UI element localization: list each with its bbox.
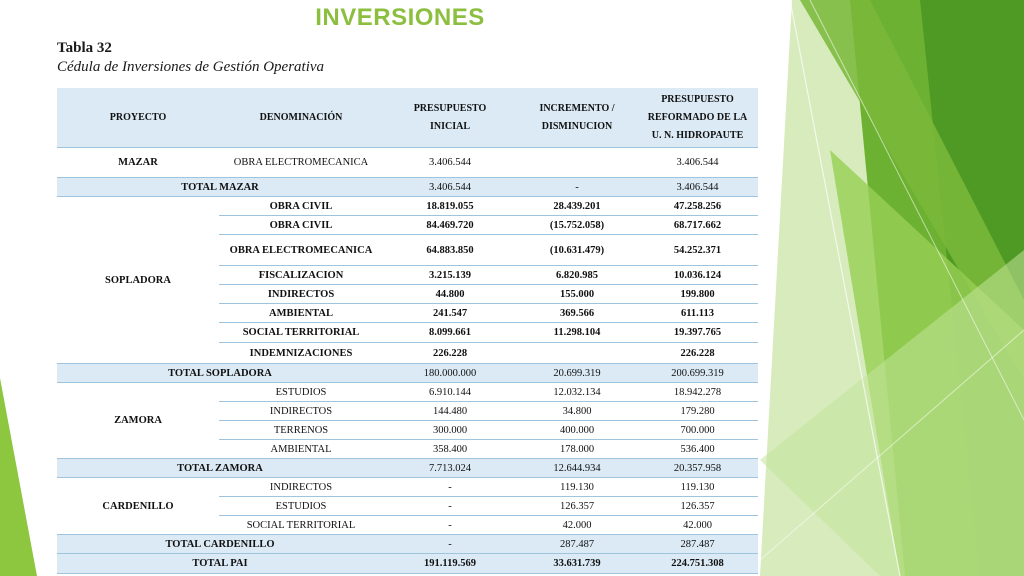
reformado-cell: 47.258.256 — [637, 197, 758, 216]
reformado-cell: 611.113 — [637, 304, 758, 323]
reformado-cell: 226.228 — [637, 343, 758, 364]
header-proyecto: PROYECTO — [57, 88, 219, 148]
total-inicial: 3.406.544 — [383, 178, 517, 197]
total-reformado: 200.699.319 — [637, 364, 758, 383]
slide-title: INVERSIONES — [315, 4, 485, 31]
incremento-cell: 155.000 — [517, 285, 637, 304]
inicial-cell: 6.910.144 — [383, 383, 517, 402]
denominacion-cell: INDEMNIZACIONES — [219, 343, 383, 364]
denominacion-cell: ESTUDIOS — [219, 497, 383, 516]
total-label: TOTAL CARDENILLO — [57, 535, 383, 554]
table-row — [57, 383, 758, 402]
total-incremento: - — [517, 178, 637, 197]
table-header-row — [57, 88, 758, 148]
denominacion-cell: INDIRECTOS — [219, 402, 383, 421]
denominacion-cell: SOCIAL TERRITORIAL — [219, 323, 383, 343]
inicial-cell: 64.883.850 — [383, 235, 517, 266]
project-cell: ZAMORA — [57, 383, 219, 459]
table-row — [57, 197, 758, 216]
incremento-cell: 11.298.104 — [517, 323, 637, 343]
reformado-cell: 179.280 — [637, 402, 758, 421]
denominacion-cell: TERRENOS — [219, 421, 383, 440]
reformado-cell: 42.000 — [637, 516, 758, 535]
total-label: TOTAL MAZAR — [57, 178, 383, 197]
reformado-cell: 19.397.765 — [637, 323, 758, 343]
reformado-cell: 536.400 — [637, 440, 758, 459]
table-row — [57, 148, 758, 178]
investment-table — [57, 88, 758, 574]
total-incremento: 287.487 — [517, 535, 637, 554]
grand-total-incremento: 33.631.739 — [517, 554, 637, 574]
project-cell: CARDENILLO — [57, 478, 219, 535]
denominacion-cell: ESTUDIOS — [219, 383, 383, 402]
header-presupuesto-inicial: PRESUPUESTO INICIAL — [383, 88, 517, 148]
incremento-cell: 178.000 — [517, 440, 637, 459]
denominacion-cell: OBRA CIVIL — [219, 216, 383, 235]
incremento-cell: (10.631.479) — [517, 235, 637, 266]
table-description: Cédula de Inversiones de Gestión Operativa — [57, 59, 325, 75]
denominacion-cell: INDIRECTOS — [219, 478, 383, 497]
inicial-cell: 44.800 — [383, 285, 517, 304]
header-denominacion: DENOMINACIÓN — [219, 88, 383, 148]
incremento-cell: 12.032.134 — [517, 383, 637, 402]
total-reformado: 287.487 — [637, 535, 758, 554]
inicial-cell: 8.099.661 — [383, 323, 517, 343]
header-incremento: INCREMENTO / DISMINUCION — [517, 88, 637, 148]
reformado-cell: 68.717.662 — [637, 216, 758, 235]
incremento-cell: 42.000 — [517, 516, 637, 535]
total-inicial: 180.000.000 — [383, 364, 517, 383]
incremento-cell: 369.566 — [517, 304, 637, 323]
reformado-cell: 3.406.544 — [637, 148, 758, 178]
denominacion-cell: AMBIENTAL — [219, 440, 383, 459]
total-label: TOTAL SOPLADORA — [57, 364, 383, 383]
total-row — [57, 535, 758, 554]
project-cell: SOPLADORA — [57, 197, 219, 364]
inicial-cell: 226.228 — [383, 343, 517, 364]
denominacion-cell: FISCALIZACION — [219, 266, 383, 285]
denominacion-cell: OBRA CIVIL — [219, 197, 383, 216]
inicial-cell: 144.480 — [383, 402, 517, 421]
reformado-cell: 199.800 — [637, 285, 758, 304]
inicial-cell: 18.819.055 — [383, 197, 517, 216]
total-incremento: 12.644.934 — [517, 459, 637, 478]
inicial-cell: 241.547 — [383, 304, 517, 323]
table-number: Tabla 32 — [57, 40, 112, 56]
total-row — [57, 364, 758, 383]
total-row — [57, 459, 758, 478]
inicial-cell: 3.215.139 — [383, 266, 517, 285]
table-row — [57, 478, 758, 497]
reformado-cell: 126.357 — [637, 497, 758, 516]
reformado-cell: 18.942.278 — [637, 383, 758, 402]
inicial-cell: 358.400 — [383, 440, 517, 459]
project-cell: MAZAR — [57, 148, 219, 178]
inicial-cell: - — [383, 497, 517, 516]
incremento-cell — [517, 343, 637, 364]
incremento-cell: 34.800 — [517, 402, 637, 421]
inicial-cell: 84.469.720 — [383, 216, 517, 235]
denominacion-cell: SOCIAL TERRITORIAL — [219, 516, 383, 535]
inicial-cell: - — [383, 516, 517, 535]
denominacion-cell: OBRA ELECTROMECANICA — [219, 235, 383, 266]
total-row — [57, 178, 758, 197]
incremento-cell: 119.130 — [517, 478, 637, 497]
incremento-cell: 400.000 — [517, 421, 637, 440]
grand-total-inicial: 191.119.569 — [383, 554, 517, 574]
inicial-cell: 3.406.544 — [383, 148, 517, 178]
total-incremento: 20.699.319 — [517, 364, 637, 383]
denominacion-cell: INDIRECTOS — [219, 285, 383, 304]
total-inicial: 7.713.024 — [383, 459, 517, 478]
reformado-cell: 54.252.371 — [637, 235, 758, 266]
reformado-cell: 700.000 — [637, 421, 758, 440]
incremento-cell: (15.752.058) — [517, 216, 637, 235]
incremento-cell: 28.439.201 — [517, 197, 637, 216]
total-label: TOTAL ZAMORA — [57, 459, 383, 478]
inicial-cell: 300.000 — [383, 421, 517, 440]
incremento-cell: 126.357 — [517, 497, 637, 516]
grand-total-reformado: 224.751.308 — [637, 554, 758, 574]
total-reformado: 3.406.544 — [637, 178, 758, 197]
incremento-cell: 6.820.985 — [517, 266, 637, 285]
total-reformado: 20.357.958 — [637, 459, 758, 478]
denominacion-cell: OBRA ELECTROMECANICA — [219, 148, 383, 178]
reformado-cell: 119.130 — [637, 478, 758, 497]
total-inicial: - — [383, 535, 517, 554]
incremento-cell — [517, 148, 637, 178]
header-presupuesto-reformado: PRESUPUESTO REFORMADO DE LA U. N. HIDROPAUTE — [637, 88, 758, 148]
grand-total-label: TOTAL PAI — [57, 554, 383, 574]
grand-total-row — [57, 554, 758, 574]
denominacion-cell: AMBIENTAL — [219, 304, 383, 323]
inicial-cell: - — [383, 478, 517, 497]
reformado-cell: 10.036.124 — [637, 266, 758, 285]
